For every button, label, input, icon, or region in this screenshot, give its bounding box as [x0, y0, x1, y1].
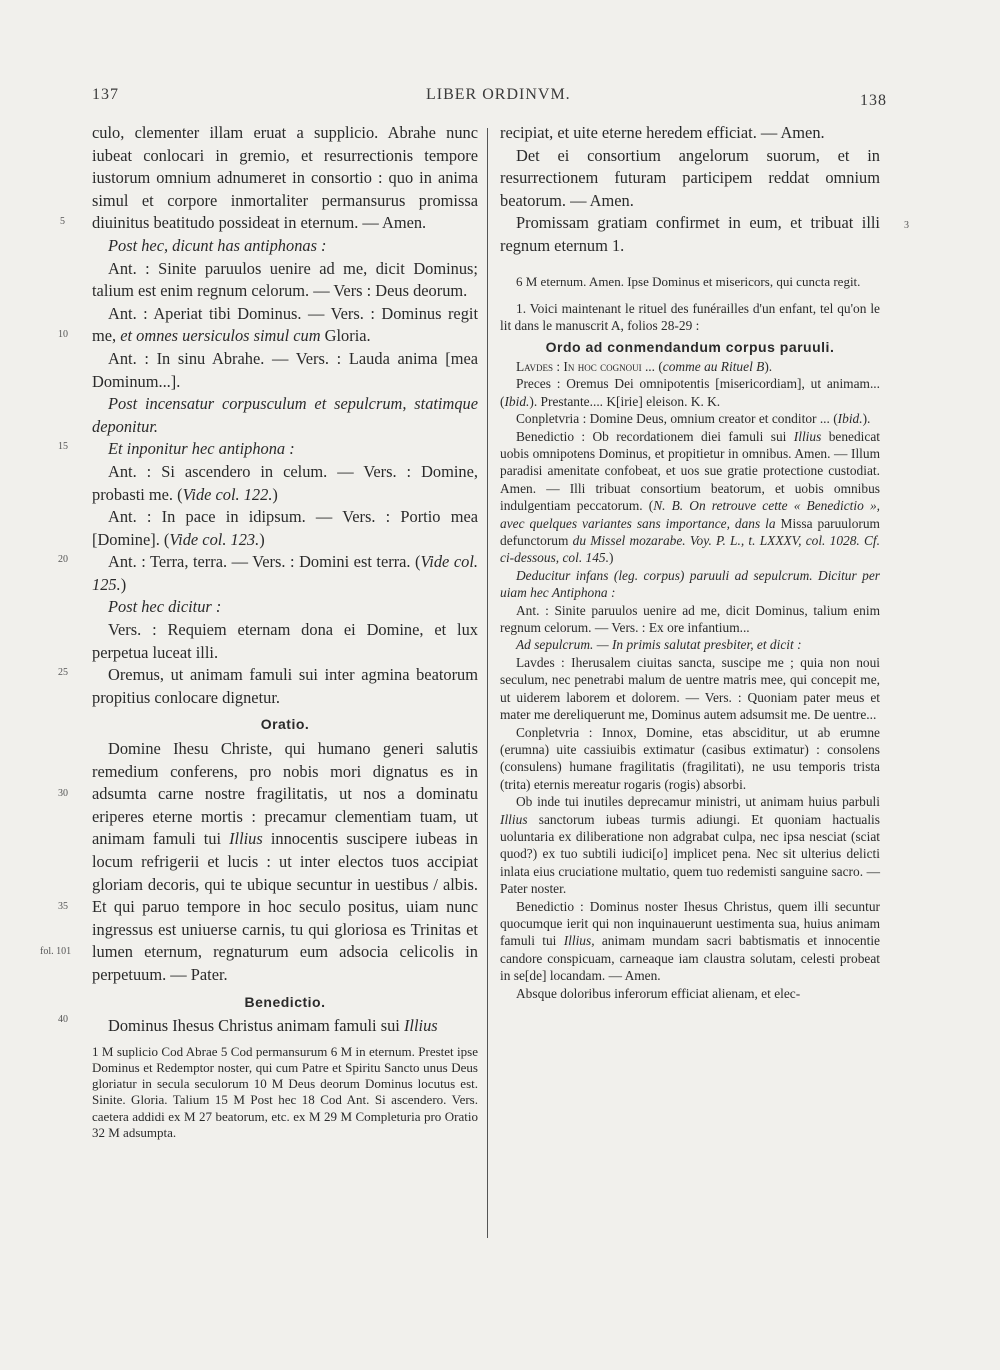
note-item: Conpletvria : Domine Deus, omnium creator et conditor ... (Ibid.).	[516, 411, 871, 427]
column-rule	[487, 128, 488, 1238]
antiphon: Ant. : Si ascendero in celum. — Vers. : Domine, probasti me. (Vide col. 122.)	[92, 461, 478, 504]
paragraph: Promissam gratiam confirmet in eum, et tribuat illi regnum eternum 1.	[500, 213, 880, 255]
page-number-right: 138	[860, 92, 887, 109]
running-title: LIBER ORDINVM.	[426, 86, 571, 103]
rubric: Post hec, dicunt has antiphonas :	[108, 235, 327, 255]
line-number: 20	[58, 554, 68, 565]
footnotes: 1 M suplicio Cod Abrae 5 Cod permansurum 6 M in eternum. Prestet ipse Dominus et Redemptor noster, qui cum Patre et Spiritu Sancto unus Deus gloriatur in secula seculorum 10 M Deus deorum Dominus locutus est. Sinite. Gloria. Talium 15 M Post hec 18 Cod Ant. Si ascendero. Vers. caetera addidi ex M 27 beatorum, etc. ex M 29 M Completuria pro Oratio 32 M adsumpta.	[92, 1043, 478, 1140]
note-item: Conpletvria : Innox, Domine, etas absciditur, ut ab erumne (erumna) uite cassiuibis extimatur (casibus extimatur) : consolens (consulens) humane fragilitatis (fragilitati), ne usu temporis trista (trita) eternis mereatur rogaris (rogis) absorbi.	[500, 724, 880, 792]
paragraph: Dominus Ihesus Christus animam famuli sui Illius	[108, 1016, 438, 1036]
paragraph: Det ei consortium angelorum suorum, et in resurrectionem futuram participem reddat omnium beatorum. — Amen.	[500, 145, 880, 210]
paragraph: culo, clementer illam eruat a supplicio. Abrahe nunc iubeat conlocari in gremio, et resurrectionis tempore iustorum omnium adnumeret in consortio : quo in anima simul et corpore inmortaliter permansurus promissa diuinitus beatitudo possideat in eternum. — Amen.	[92, 123, 478, 233]
line-number: 15	[58, 441, 68, 452]
line-number: 25	[58, 667, 68, 678]
section-heading: Ordo ad conmendandum corpus paruuli.	[545, 338, 835, 355]
left-column	[92, 122, 478, 1141]
rubric: Ad sepulcrum. — In primis salutat presbiter, et dicit :	[516, 637, 802, 653]
rubric: Post incensatur corpusculum et sepulcrum, statimque deponitur.	[92, 394, 478, 436]
antiphon: Ant. : Aperiat tibi Dominus. — Vers. : Dominus regit me, et omnes uersiculos simul cum Gloria.	[92, 303, 478, 346]
folio-marker: fol. 101	[40, 946, 72, 957]
note-item: Lavdes : Iherusalem ciuitas sancta, suscipe me ; quia non noui seculum, nec penetrabi malum de uentre matris mee, qui concepit me, ut uiderem laborem et dolorem. — Vers. : Quoniam pater meus et mater me dereliquerunt me, Dominus autem adsumsit me. De uentre...	[500, 654, 880, 723]
footnote: 6 M eternum. Amen. Ipse Dominus et misericors, qui cuncta regit.	[516, 273, 861, 289]
line-number: 40	[58, 1014, 68, 1025]
antiphon: Ant. : In sinu Abrahe. — Vers. : Lauda anima [mea Dominum...].	[92, 348, 478, 391]
line-number-right: 3	[904, 220, 909, 231]
paragraph: Oremus, ut animam famuli sui inter agmina beatorum propitius conlocare dignetur.	[92, 665, 478, 707]
note-item: Absque doloribus inferorum efficiat alienam, et elec-	[516, 985, 801, 1001]
prayer: Domine Ihesu Christe, qui humano generi salutis remedium conferens, pro nobis mori dignatus es in adsumta carne nostre fragilitatis, ut nos a dominatu eriperes eterne mortis : precamur clementiam tuam, ut animam famuli tui Illius innocentis suscipere iubeas in locum refrigerii et lucis : ut inter electos tuos accipiat gloriam decoris, qui te ubique secuntur in uestibus / albis. Et qui paruo tempore in hoc seculo positus, uiam nunc ingressus est uniuerse carnis, tu qui gloriosa es Trinitas et lumen eternum, regnaturum eum adsocia celicolis in perpetuum. — Pater.	[92, 739, 478, 984]
line-number: 35	[58, 901, 68, 912]
note-item: Ob inde tui inutiles deprecamur ministri, ut animam huius parbuli Illius sanctorum iubeas turmis adiungi. Et quoniam hactualis uoluntaria ex diliberatione non adgrabat culpa, nec ipsa nesciat (sciat quod?) ex tuo subtili iudici[o] implicet pena. Nec sit ulterius delicti inlata eius cruciatione multatio, quem tuo redemisti sanguine sacro. — Pater noster.	[500, 794, 880, 897]
rubric: Deducitur infans (leg. corpus) paruuli ad sepulcrum. Dicitur per uiam hec Antiphona :	[500, 567, 880, 601]
versicle: Vers. : Requiem eternam dona ei Domine, et lux perpetua luceat illi.	[92, 620, 478, 662]
note-item: Lavdes : In hoc cognoui ... (comme au Rituel B).	[516, 358, 773, 374]
rubric: Post hec dicitur :	[108, 597, 222, 617]
rubric: Et inponitur hec antiphona :	[108, 439, 295, 459]
note: 1. Voici maintenant le rituel des funérailles d'un enfant, tel qu'on le lit dans le manuscrit A, folios 28-29 :	[500, 300, 880, 334]
line-number: 5	[60, 216, 65, 227]
antiphon: Ant. : Sinite paruulos uenire ad me, dicit Dominus; talium est enim regnum celorum. — Vers : Deus deorum.	[92, 258, 478, 301]
antiphon: Ant. : Terra, terra. — Vers. : Domini est terra. (Vide col. 125.)	[92, 552, 478, 594]
line-number: 30	[58, 788, 68, 799]
note-item: Ant. : Sinite paruulos uenire ad me, dicit Dominus, talium enim regnum celorum. — Vers. : Ex ore infantium...	[500, 602, 880, 636]
right-column	[500, 122, 880, 1002]
line-number: 10	[58, 329, 68, 340]
note-item: Preces : Oremus Dei omnipotentis [misericordiam], ut animam... (Ibid.). Prestante.... K[irie] eleison. K. K.	[500, 376, 880, 409]
paragraph: recipiat, et uite eterne heredem efficiat. — Amen.	[500, 123, 825, 142]
section-heading: Benedictio.	[244, 993, 326, 1010]
page-number-left: 137	[92, 86, 119, 103]
note-item: Benedictio : Ob recordationem diei famuli sui Illius benedicat uobis omnipotens Dominus, et propitietur in omnibus. Amen. — Illum paradisi amenitate confobeat, et uos sue gratie protectione custodiat. Amen. — Illi tribuat consortium beatorum, et uobis omnibus indulgentiam peccatorum. (N. B. On retrouve cette « Benedictio », avec quelques variantes sans importance, dans la Missa paruulorum defunctorum du Missel mozarabe. Voy. P. L., t. LXXXV, col. 1028. Cf. ci-dessous, col. 145.)	[500, 428, 880, 566]
note-item: Benedictio : Dominus noster Ihesus Christus, quem illi secuntur quocumque ierit qui non inquinauerunt uestimenta sua, huius animam famuli tui Illius, animam mundam sacri babtismatis et innocentie candore conspicuam, carneaque iam claustra solutam, celesti probeat in se[de] locandam. — Amen.	[500, 898, 880, 984]
antiphon: Ant. : In pace in idipsum. — Vers. : Portio mea [Domine]. (Vide col. 123.)	[92, 507, 478, 549]
section-heading: Oratio.	[260, 716, 310, 733]
